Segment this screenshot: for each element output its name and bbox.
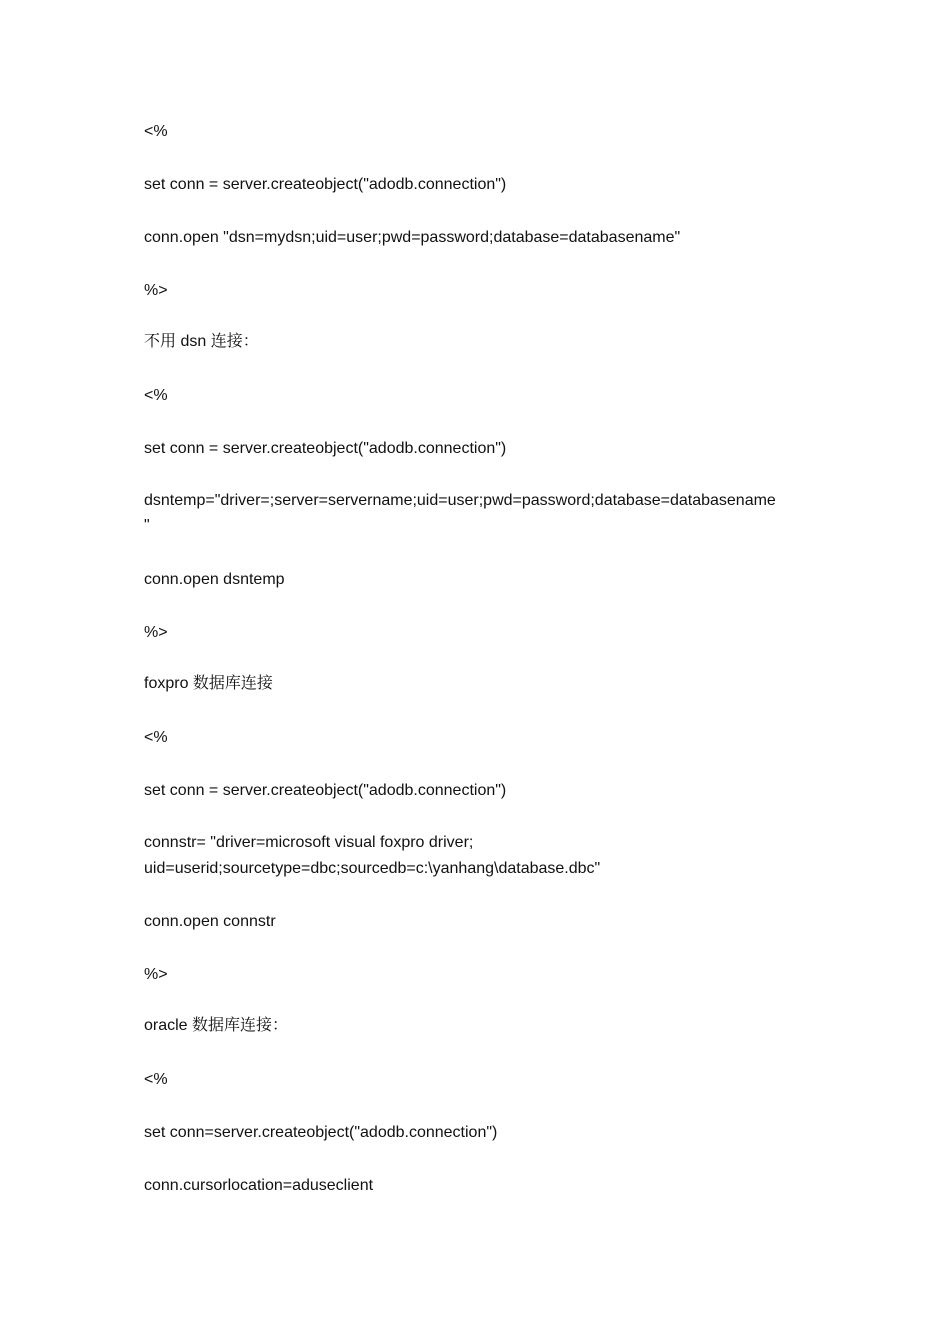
section-heading-no-dsn: 不用 dsn 连接： <box>144 333 259 350</box>
code-line-asp-close: %> <box>144 624 168 641</box>
code-line-create-connection: set conn = server.createobject("adodb.connection") <box>144 176 507 193</box>
code-line-asp-close: %> <box>144 282 168 299</box>
section-heading-oracle: oracle 数据库连接： <box>144 1017 289 1034</box>
code-line-create-connection: set conn = server.createobject("adodb.connection") <box>144 440 507 457</box>
code-line-asp-open: <% <box>144 387 168 404</box>
code-line-asp-open: <% <box>144 1071 168 1088</box>
code-line-open-dsn: conn.open "dsn=mydsn;uid=user;pwd=password;database=databasename" <box>144 229 681 246</box>
code-line-asp-close: %> <box>144 966 168 983</box>
code-line-asp-open: <% <box>144 729 168 746</box>
code-line-asp-open: <% <box>144 123 168 140</box>
code-line-open-connstr: conn.open connstr <box>144 913 276 930</box>
code-line-dsntemp-quote: " <box>144 517 150 534</box>
code-line-connstr: connstr= "driver=microsoft visual foxpro driver; <box>144 834 474 851</box>
code-line-open-dsntemp: conn.open dsntemp <box>144 571 285 588</box>
code-line-create-connection: set conn = server.createobject("adodb.connection") <box>144 782 507 799</box>
code-line-connstr-continued: uid=userid;sourcetype=dbc;sourcedb=c:\yanhang\database.dbc" <box>144 860 601 877</box>
code-line-cursorlocation: conn.cursorlocation=aduseclient <box>144 1177 374 1194</box>
section-heading-foxpro: foxpro 数据库连接 <box>144 675 273 692</box>
code-line-create-connection: set conn=server.createobject("adodb.connection") <box>144 1124 498 1141</box>
code-line-dsntemp: dsntemp="driver=;server=servername;uid=user;pwd=password;database=databasename <box>144 492 776 509</box>
